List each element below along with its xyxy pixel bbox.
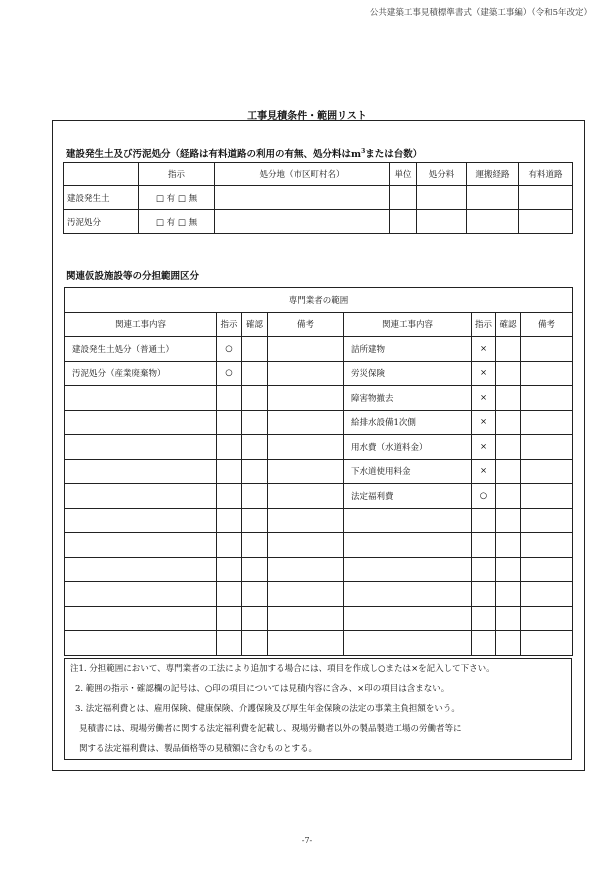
- header-related-work: 関連工事内容: [344, 312, 472, 337]
- scope-left-confirm[interactable]: [242, 606, 268, 631]
- scope-left-instruction[interactable]: [217, 386, 242, 411]
- scope-row: [65, 582, 573, 607]
- scope-right-work[interactable]: 障害物撤去: [344, 386, 472, 411]
- scope-right-remarks[interactable]: [521, 533, 573, 558]
- scope-left-remarks[interactable]: [268, 631, 344, 656]
- scope-table: [64, 287, 573, 656]
- scope-left-confirm[interactable]: [242, 484, 268, 509]
- header-disposal-site: 処分地（市区町村名）: [215, 163, 390, 186]
- scope-left-work[interactable]: [65, 533, 217, 558]
- scope-left-confirm[interactable]: [242, 533, 268, 558]
- scope-right-confirm[interactable]: [496, 361, 521, 386]
- note-line: 見積書には、現場労働者に関する法定福利費を記載し、現場労働者以外の製品製造工場の労働者等に: [79, 724, 462, 734]
- scope-right-work[interactable]: 法定福利費: [344, 484, 472, 509]
- scope-right-instruction[interactable]: ×: [472, 410, 496, 435]
- scope-left-work[interactable]: 汚泥処分（産業廃棄物）: [65, 361, 217, 386]
- scope-row: [65, 386, 573, 411]
- header-instruction: 指示: [217, 312, 242, 337]
- scope-right-remarks[interactable]: [521, 361, 573, 386]
- scope-left-confirm[interactable]: [242, 631, 268, 656]
- scope-left-work[interactable]: [65, 484, 217, 509]
- scope-right-work[interactable]: [344, 582, 472, 607]
- scope-right-confirm[interactable]: [496, 582, 521, 607]
- note-line: 3. 法定福利費とは、雇用保険、健康保険、介護保険及び厚生年金保険の法定の事業主負担額をいう。: [75, 704, 460, 714]
- scope-left-work[interactable]: [65, 435, 217, 460]
- scope-right-instruction[interactable]: [472, 582, 496, 607]
- scope-right-work[interactable]: 給排水設備1次側: [344, 410, 472, 435]
- scope-right-instruction[interactable]: ○: [472, 484, 496, 509]
- scope-row: [65, 606, 573, 631]
- header-instruction: 指示: [139, 163, 215, 186]
- cell[interactable]: [467, 210, 519, 234]
- scope-right-confirm[interactable]: [496, 386, 521, 411]
- scope-left-instruction[interactable]: ○: [217, 337, 242, 362]
- scope-left-instruction[interactable]: [217, 484, 242, 509]
- scope-right-remarks[interactable]: [521, 386, 573, 411]
- scope-right-confirm[interactable]: [496, 459, 521, 484]
- cell[interactable]: [519, 186, 573, 210]
- scope-right-instruction[interactable]: ×: [472, 361, 496, 386]
- header-remarks: 備考: [268, 312, 344, 337]
- scope-right-remarks[interactable]: [521, 631, 573, 656]
- scope-right-remarks[interactable]: [521, 557, 573, 582]
- scope-row: [65, 435, 573, 460]
- scope-left-work[interactable]: [65, 631, 217, 656]
- cell[interactable]: [417, 210, 467, 234]
- section1-title-sup: 3: [361, 147, 366, 155]
- scope-left-remarks[interactable]: [268, 484, 344, 509]
- section1-title-post: または台数）: [365, 149, 423, 160]
- scope-right-work[interactable]: 下水道使用料金: [344, 459, 472, 484]
- scope-row: [65, 337, 573, 362]
- scope-row: [65, 533, 573, 558]
- scope-header-row: [65, 312, 573, 337]
- cell[interactable]: [215, 210, 390, 234]
- scope-right-instruction[interactable]: [472, 508, 496, 533]
- section1-title-pre: 建設発生土及び汚泥処分（経路は有料道路の利用の有無、処分料はm: [66, 149, 362, 160]
- scope-right-remarks[interactable]: [521, 484, 573, 509]
- scope-right-confirm[interactable]: [496, 410, 521, 435]
- scope-left-remarks[interactable]: [268, 361, 344, 386]
- scope-left-confirm[interactable]: [242, 508, 268, 533]
- cell[interactable]: [467, 186, 519, 210]
- scope-right-remarks[interactable]: [521, 337, 573, 362]
- scope-left-remarks[interactable]: [268, 337, 344, 362]
- scope-right-instruction[interactable]: ×: [472, 435, 496, 460]
- scope-row: [65, 361, 573, 386]
- scope-right-work[interactable]: 労災保険: [344, 361, 472, 386]
- document-title: 工事見積条件・範囲リスト: [247, 111, 367, 122]
- scope-right-confirm[interactable]: [496, 631, 521, 656]
- scope-right-work[interactable]: [344, 508, 472, 533]
- scope-left-remarks[interactable]: [268, 606, 344, 631]
- scope-left-work[interactable]: [65, 557, 217, 582]
- scope-right-instruction[interactable]: ×: [472, 337, 496, 362]
- header-disposal-fee: 処分料: [417, 163, 467, 186]
- scope-group-header: 専門業者の範囲: [65, 288, 573, 313]
- scope-row: [65, 508, 573, 533]
- disposal-table: [63, 162, 573, 234]
- header-note: 公共建築工事見積標準書式（建築工事編）（令和5年改定）: [369, 8, 592, 18]
- scope-left-work[interactable]: [65, 606, 217, 631]
- scope-left-instruction[interactable]: [217, 606, 242, 631]
- scope-right-confirm[interactable]: [496, 435, 521, 460]
- scope-right-confirm[interactable]: [496, 337, 521, 362]
- scope-right-work[interactable]: 詰所建物: [344, 337, 472, 362]
- scope-right-confirm[interactable]: [496, 533, 521, 558]
- scope-left-work[interactable]: [65, 459, 217, 484]
- scope-left-confirm[interactable]: [242, 557, 268, 582]
- scope-row: [65, 484, 573, 509]
- scope-right-confirm[interactable]: [496, 508, 521, 533]
- scope-left-remarks[interactable]: [268, 410, 344, 435]
- scope-left-confirm[interactable]: [242, 410, 268, 435]
- scope-left-work[interactable]: [65, 582, 217, 607]
- cell[interactable]: [390, 186, 417, 210]
- scope-right-instruction[interactable]: ×: [472, 386, 496, 411]
- scope-right-instruction[interactable]: [472, 557, 496, 582]
- page-number: -7-: [301, 836, 313, 845]
- scope-right-instruction[interactable]: [472, 533, 496, 558]
- scope-right-instruction[interactable]: [472, 631, 496, 656]
- scope-left-remarks[interactable]: [268, 557, 344, 582]
- header-confirm: 確認: [242, 312, 268, 337]
- scope-left-confirm[interactable]: [242, 459, 268, 484]
- scope-left-confirm[interactable]: [242, 386, 268, 411]
- scope-right-work[interactable]: [344, 631, 472, 656]
- scope-left-remarks[interactable]: [268, 386, 344, 411]
- header-blank: [64, 163, 139, 186]
- header-related-work: 関連工事内容: [65, 312, 217, 337]
- scope-right-remarks[interactable]: [521, 582, 573, 607]
- scope-left-work[interactable]: [65, 386, 217, 411]
- header-instruction: 指示: [472, 312, 496, 337]
- scope-right-remarks[interactable]: [521, 606, 573, 631]
- scope-right-remarks[interactable]: [521, 508, 573, 533]
- notes-box: [64, 658, 572, 760]
- scope-right-confirm[interactable]: [496, 557, 521, 582]
- disposal-row-label: 建設発生土: [64, 186, 139, 210]
- scope-left-confirm[interactable]: [242, 361, 268, 386]
- scope-right-instruction[interactable]: [472, 606, 496, 631]
- scope-left-remarks[interactable]: [268, 459, 344, 484]
- section2-title: 関連仮設施設等の分担範囲区分: [66, 271, 200, 282]
- disposal-row-instruction[interactable]: □ 有 □ 無: [139, 186, 215, 210]
- scope-left-work[interactable]: [65, 410, 217, 435]
- scope-left-remarks[interactable]: [268, 435, 344, 460]
- scope-right-confirm[interactable]: [496, 484, 521, 509]
- scope-left-instruction[interactable]: [217, 557, 242, 582]
- cell[interactable]: [519, 210, 573, 234]
- scope-left-instruction[interactable]: [217, 631, 242, 656]
- header-confirm: 確認: [496, 312, 521, 337]
- scope-right-confirm[interactable]: [496, 606, 521, 631]
- scope-left-instruction[interactable]: ○: [217, 361, 242, 386]
- scope-row: [65, 410, 573, 435]
- header-toll-road: 有料道路: [519, 163, 573, 186]
- scope-right-work[interactable]: [344, 533, 472, 558]
- scope-row: [65, 557, 573, 582]
- scope-left-work[interactable]: [65, 508, 217, 533]
- note-line: 関する法定福利費は、製品価格等の見積額に含むものとする。: [79, 744, 318, 754]
- scope-left-instruction[interactable]: [217, 435, 242, 460]
- scope-row: [65, 631, 573, 656]
- scope-left-confirm[interactable]: [242, 435, 268, 460]
- cell[interactable]: [390, 210, 417, 234]
- scope-left-remarks[interactable]: [268, 582, 344, 607]
- scope-left-instruction[interactable]: [217, 410, 242, 435]
- scope-right-instruction[interactable]: ×: [472, 459, 496, 484]
- cell[interactable]: [417, 186, 467, 210]
- note-line: 2. 範囲の指示・確認欄の記号は、○印の項目については見積内容に含み、×印の項目は含まない。: [75, 684, 450, 694]
- scope-left-confirm[interactable]: [242, 337, 268, 362]
- scope-group-header-row: [65, 288, 573, 313]
- scope-left-instruction[interactable]: [217, 582, 242, 607]
- scope-right-work[interactable]: 用水費（水道料金）: [344, 435, 472, 460]
- header-unit: 単位: [390, 163, 417, 186]
- cell[interactable]: [215, 186, 390, 210]
- section1-title: [66, 146, 422, 160]
- disposal-row: [64, 210, 573, 234]
- scope-left-instruction[interactable]: [217, 459, 242, 484]
- scope-left-remarks[interactable]: [268, 533, 344, 558]
- scope-left-remarks[interactable]: [268, 508, 344, 533]
- scope-right-remarks[interactable]: [521, 435, 573, 460]
- scope-right-remarks[interactable]: [521, 410, 573, 435]
- header-route: 運搬経路: [467, 163, 519, 186]
- disposal-row-label: 汚泥処分: [64, 210, 139, 234]
- scope-left-work[interactable]: 建設発生土処分（普通土）: [65, 337, 217, 362]
- disposal-header-row: [64, 163, 573, 186]
- scope-left-confirm[interactable]: [242, 582, 268, 607]
- scope-left-instruction[interactable]: [217, 533, 242, 558]
- note-line: 注1. 分担範囲において、専門業者の工法により追加する場合には、項目を作成し○または×を記入して下さい。: [70, 664, 495, 674]
- disposal-row-instruction[interactable]: □ 有 □ 無: [139, 210, 215, 234]
- disposal-row: [64, 186, 573, 210]
- header-remarks: 備考: [521, 312, 573, 337]
- scope-right-work[interactable]: [344, 606, 472, 631]
- scope-right-remarks[interactable]: [521, 459, 573, 484]
- scope-left-instruction[interactable]: [217, 508, 242, 533]
- scope-row: [65, 459, 573, 484]
- scope-right-work[interactable]: [344, 557, 472, 582]
